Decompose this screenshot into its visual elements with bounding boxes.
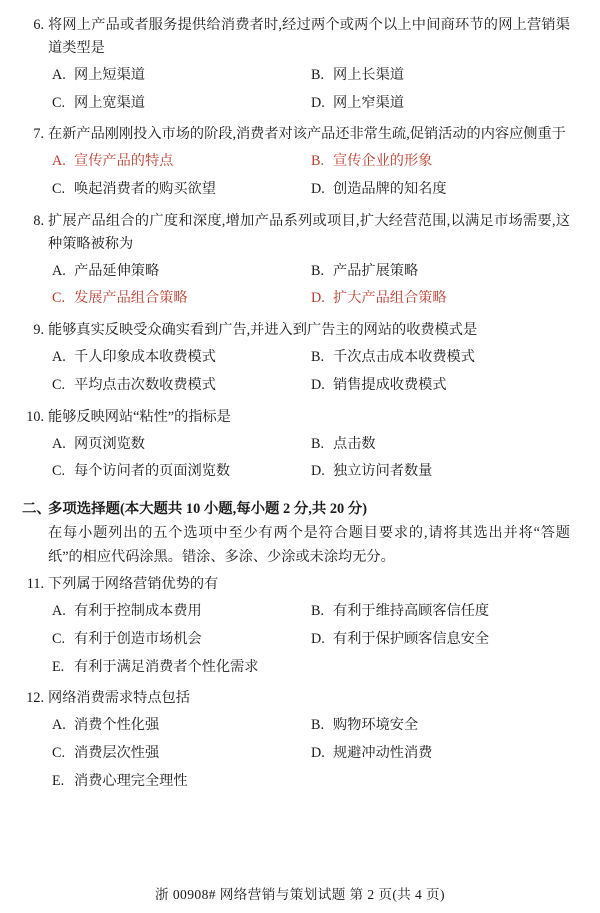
option-c[interactable]	[52, 372, 311, 400]
option-d[interactable]	[311, 372, 570, 400]
option-text: 有利于维持高顾客信任度	[333, 603, 490, 620]
question-number: 12.	[26, 690, 44, 707]
question-number: 10.	[26, 408, 44, 425]
option-row	[52, 176, 570, 204]
question-stem: 在新产品刚刚投入市场的阶段,消费者对该产品还非常生疏,促销活动的内容应侧重于	[48, 126, 566, 143]
page-footer: 浙 00908# 网络营销与策划试题 第 2 页(共 4 页)	[155, 887, 445, 902]
option-a[interactable]	[52, 712, 311, 740]
option-row	[52, 148, 570, 176]
option-label: A.	[52, 603, 66, 620]
option-c[interactable]	[52, 458, 311, 486]
option-label: D.	[311, 376, 325, 393]
option-text: 消费层次性强	[74, 745, 160, 762]
option-label: B.	[311, 717, 325, 734]
option-row	[52, 90, 570, 118]
option-row	[52, 768, 570, 796]
option-text: 独立访问者数量	[333, 463, 433, 480]
question-header	[22, 687, 570, 710]
option-list	[22, 62, 570, 117]
option-text: 网页浏览数	[74, 435, 145, 452]
option-c[interactable]	[52, 740, 311, 768]
question-11	[22, 573, 570, 681]
option-row	[52, 431, 570, 459]
option-b[interactable]	[311, 712, 570, 740]
option-text: 每个访问者的页面浏览数	[74, 463, 231, 480]
option-list	[22, 712, 570, 795]
option-list	[22, 598, 570, 681]
option-list	[22, 431, 570, 486]
option-text: 有利于控制成本费用	[74, 603, 202, 620]
option-label: A.	[52, 262, 66, 279]
option-label: A.	[52, 349, 66, 366]
option-text: 消费心理完全理性	[74, 772, 188, 789]
question-header	[22, 319, 570, 342]
question-stem: 扩展产品组合的广度和深度,增加产品系列或项目,扩大经营范围,以满足市场需要,这种策略被称为	[48, 212, 570, 252]
question-header	[22, 406, 570, 429]
option-text: 宣传企业的形象	[333, 153, 433, 170]
question-header	[22, 573, 570, 596]
option-row	[52, 712, 570, 740]
question-stem: 网络消费需求特点包括	[48, 690, 190, 707]
question-number: 8.	[33, 212, 44, 229]
option-d[interactable]	[311, 626, 570, 654]
question-6	[22, 14, 570, 117]
option-label: A.	[52, 717, 66, 734]
question-number: 7.	[33, 126, 44, 143]
option-label: B.	[311, 603, 325, 620]
option-c[interactable]	[52, 90, 311, 118]
option-a[interactable]	[52, 431, 311, 459]
option-text: 千次点击成本收费模式	[333, 349, 475, 366]
option-label: B.	[311, 349, 325, 366]
option-text: 网上长渠道	[333, 67, 404, 83]
option-a[interactable]	[52, 344, 311, 372]
option-label: D.	[311, 290, 325, 307]
option-text: 平均点击次数收费模式	[74, 376, 216, 393]
option-text: 产品延伸策略	[74, 262, 160, 279]
option-list	[22, 258, 570, 313]
option-text: 购物环境安全	[333, 717, 419, 734]
option-a[interactable]	[52, 62, 311, 90]
option-label: B.	[311, 262, 325, 279]
section-number: 二、	[22, 500, 51, 517]
section-header	[22, 498, 570, 521]
question-12	[22, 687, 570, 795]
question-header	[22, 123, 570, 146]
question-number: 9.	[33, 322, 44, 339]
option-c[interactable]	[52, 626, 311, 654]
option-label: C.	[52, 181, 66, 198]
question-8	[22, 210, 570, 313]
option-label: C.	[52, 376, 66, 393]
option-text: 产品扩展策略	[333, 262, 419, 279]
option-label: B.	[311, 435, 325, 452]
option-list	[22, 344, 570, 399]
option-label: C.	[52, 94, 66, 111]
option-d[interactable]	[311, 285, 570, 313]
option-label: A.	[52, 153, 66, 170]
option-label: B.	[311, 153, 325, 170]
question-stem: 能够真实反映受众确实看到广告,并进入到广告主的网站的收费模式是	[48, 322, 478, 339]
option-row	[52, 458, 570, 486]
option-d[interactable]	[311, 176, 570, 204]
option-row	[52, 258, 570, 286]
question-7	[22, 123, 570, 203]
option-c[interactable]	[52, 285, 311, 313]
option-text: 宣传产品的特点	[74, 153, 174, 170]
section-two	[22, 498, 570, 569]
section-title: 多项选择题(本大题共 10 小题,每小题 2 分,共 20 分)	[48, 500, 367, 517]
option-row	[52, 372, 570, 400]
question-10	[22, 406, 570, 486]
option-label: A.	[52, 435, 66, 452]
option-label: D.	[311, 745, 325, 762]
option-b[interactable]	[311, 344, 570, 372]
option-b[interactable]	[311, 62, 570, 90]
option-label: B.	[311, 67, 325, 83]
question-header	[22, 210, 570, 256]
option-text: 扩大产品组合策略	[333, 290, 447, 307]
option-label: C.	[52, 290, 66, 307]
option-row	[52, 62, 570, 90]
option-row	[52, 654, 570, 682]
option-a[interactable]	[52, 258, 311, 286]
option-label: D.	[311, 94, 325, 111]
option-label: C.	[52, 463, 66, 480]
question-stem: 能够反映网站“粘性”的指标是	[48, 408, 231, 425]
question-stem: 将网上产品或者服务提供给消费者时,经过两个或两个以上中间商环节的网上营销渠道类型是	[48, 17, 570, 56]
option-e[interactable]	[52, 768, 570, 796]
option-text: 发展产品组合策略	[74, 290, 188, 307]
option-text: 规避冲动性消费	[333, 745, 433, 762]
option-text: 千人印象成本收费模式	[74, 349, 216, 366]
option-label: C.	[52, 745, 66, 762]
question-9	[22, 319, 570, 399]
option-text: 唤起消费者的购买欲望	[74, 181, 216, 198]
option-text: 网上窄渠道	[333, 94, 404, 111]
option-text: 有利于满足消费者个性化需求	[74, 658, 259, 675]
option-label: D.	[311, 631, 325, 648]
option-d[interactable]	[311, 740, 570, 768]
option-row	[52, 740, 570, 768]
option-a[interactable]	[52, 148, 311, 176]
option-text: 网上宽渠道	[74, 94, 145, 111]
section-instruction: 在每小题列出的五个选项中至少有两个是符合题目要求的,请将其选出并将“答题纸”的相应代码涂黑。错涂、多涂、少涂或未涂均无分。	[48, 525, 570, 565]
option-text: 消费个性化强	[74, 717, 160, 734]
option-text: 销售提成收费模式	[333, 376, 447, 393]
option-label: E.	[52, 658, 65, 675]
option-label: C.	[52, 631, 66, 648]
question-header	[22, 14, 570, 60]
option-label: A.	[52, 67, 66, 83]
option-list	[22, 148, 570, 203]
option-label: E.	[52, 772, 65, 789]
option-b[interactable]	[311, 258, 570, 286]
question-number: 11.	[26, 576, 44, 593]
option-d[interactable]	[311, 90, 570, 118]
question-stem: 下列属于网络营销优势的有	[48, 576, 219, 593]
option-b[interactable]	[311, 598, 570, 626]
option-d[interactable]	[311, 458, 570, 486]
question-number: 6.	[33, 17, 44, 33]
option-e[interactable]	[52, 654, 570, 682]
option-label: D.	[311, 181, 325, 198]
option-row	[52, 285, 570, 313]
option-row	[52, 344, 570, 372]
option-label: D.	[311, 463, 325, 480]
option-text: 点击数	[333, 435, 376, 452]
option-c[interactable]	[52, 176, 311, 204]
option-b[interactable]	[311, 431, 570, 459]
option-text: 创造品牌的知名度	[333, 181, 447, 198]
option-text: 有利于创造市场机会	[74, 631, 202, 648]
option-text: 有利于保护顾客信息安全	[333, 631, 490, 648]
option-b[interactable]	[311, 148, 570, 176]
option-a[interactable]	[52, 598, 311, 626]
option-row	[52, 626, 570, 654]
option-text: 网上短渠道	[74, 67, 145, 83]
option-row	[52, 598, 570, 626]
